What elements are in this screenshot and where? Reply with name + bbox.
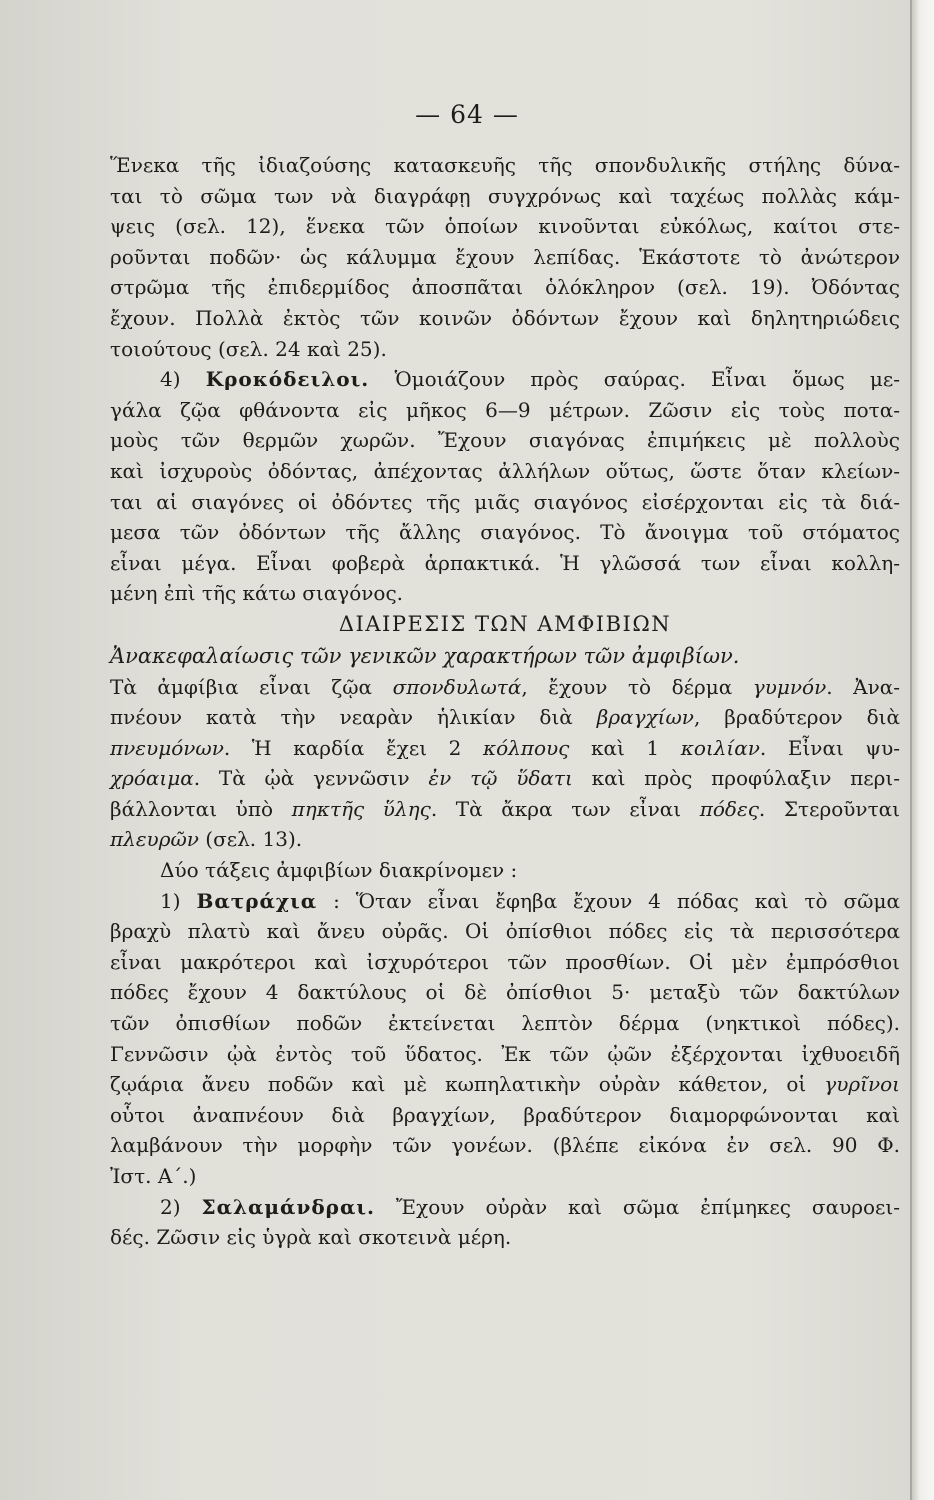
salamanders-term: Σαλαμάνδραι. [201, 1194, 375, 1219]
salamanders-first-line [110, 1192, 900, 1223]
italic-term: πνευμόνων [110, 735, 224, 760]
italic-term: γυρῖνοι [824, 1072, 900, 1097]
text-line: ται τὸ σῶμα των νὰ διαγράφῃ συγχρόνως καὶ ταχέως πολλὰς κάμ- [110, 183, 900, 208]
text-line: εἶναι μέγα. Εἶναι φοβερὰ ἁρπακτικά. Ἡ γλῶσσά των εἶναι κολλη- [110, 550, 900, 575]
text-line: ψεις (σελ. 12), ἕνεκα τῶν ὁποίων κινοῦνται εὐκόλως, καίτοι στε- [110, 214, 900, 239]
text-line: βραχὺ πλατὺ καὶ ἄνευ οὐρᾶς. Οἱ ὀπίσθιοι πόδες εἰς τὰ περισσότερα [110, 919, 900, 944]
text-line: ται αἱ σιαγόνες οἱ ὀδόντες τῆς μιᾶς σιαγόνος εἰσέρχονται εἰς τὰ διά- [110, 489, 900, 514]
text-run: Ὁμοιάζουν πρὸς σαύρας. Εἶναι ὅμως με- [394, 367, 901, 392]
text-line: τῶν ὀπισθίων ποδῶν ἐκτείνεται λεπτὸν δέρμα (νηκτικοὶ πόδες). [110, 1011, 900, 1036]
text-line: εἶναι μακρότεροι καὶ ἰσχυρότεροι τῶν προσθίων. Οἱ μὲν ἐμπρόσθιοι [110, 949, 900, 974]
crocodiles-term: Κροκόδειλοι. [205, 367, 370, 392]
section-heading: ΔΙΑΙΡΕΣΙΣ ΤΩΝ ΑΜΦΙΒΙΩΝ [338, 611, 672, 636]
text-run: . Τὰ ᾠὰ γεννῶσιν [193, 766, 429, 791]
text-line [110, 702, 900, 733]
text-line: ἔχουν. Πολλὰ ἐκτὸς τῶν κοινῶν ὀδόντων ἔχουν καὶ δηλητηριώδεις [110, 305, 900, 330]
text-line: λαμβάνουν τὴν μορφὴν τῶν γονέων. (βλέπε εἰκόνα ἐν σελ. 90 Φ. [110, 1133, 900, 1158]
text-line [110, 1069, 900, 1100]
text-run: πνέουν κατὰ τὴν νεαρὰν ἡλικίαν διὰ [110, 705, 597, 730]
text-run: , ἔχουν τὸ δέρμα [521, 674, 753, 699]
text-run: βάλλονται ὑπὸ [110, 796, 292, 821]
text-line: Ἰστ. Α΄.) [110, 1164, 197, 1188]
text-run: Ἔχουν οὐρὰν καὶ σῶμα ἐπίμηκες σαυροει- [375, 1194, 901, 1219]
text-line: οὗτοι ἀναπνέουν διὰ βραγχίων, βραδύτερον διαμορφώνονται καὶ [110, 1102, 900, 1127]
text-line: στρῶμα τῆς ἐπιδερμίδος ἀποσπᾶται ὁλόκληρον (σελ. 19). Ὀδόντας [110, 275, 900, 300]
italic-term: σπονδυλωτά [392, 674, 522, 699]
text-line [110, 794, 900, 825]
frogs-first-line [110, 886, 900, 917]
text-line: γάλα ζῷα φθάνοντα εἰς μῆκος 6—9 μέτρων. Ζῶσιν εἰς τοὺς ποτα- [110, 397, 900, 422]
text-run: . Ἀνα- [826, 674, 900, 699]
text-run: , βραδύτερον διὰ [693, 705, 900, 730]
text-line: ροῦνται ποδῶν· ὡς κάλυμμα ἔχουν λεπίδας. Ἑκάστοτε τὸ ἀνώτερον [110, 244, 900, 269]
italic-term: ἐν τῷ ὕδατι [428, 766, 573, 791]
text-line: πόδες ἔχουν 4 δακτύλους οἱ δὲ ὀπίσθιοι 5· μεταξὺ τῶν δακτύλων [110, 980, 900, 1005]
italic-term: πόδες [699, 796, 759, 821]
crocodiles-first-line [110, 364, 900, 395]
italic-term: γυμνόν [752, 674, 827, 699]
text-line [110, 672, 900, 703]
body-text [110, 150, 900, 1253]
italic-term: κοιλίαν [680, 735, 760, 760]
text-line: μοὺς τῶν θερμῶν χωρῶν. Ἔχουν σιαγόνας ἐπιμήκεις μὲ πολλοὺς [110, 428, 900, 453]
frogs-term: Βατράχια [196, 888, 318, 913]
text-run: . Στεροῦνται [758, 796, 900, 821]
text-run: καὶ πρὸς προφύλαξιν περι- [572, 766, 900, 791]
text-run: . Τὰ ἄκρα των εἶναι [430, 796, 700, 821]
text-line: Ἕνεκα τῆς ἰδιαζούσης κατασκευῆς τῆς σπονδυλικῆς στήλης δύνα- [110, 153, 900, 177]
text-line: καὶ ἰσχυροὺς ὀδόντας, ἀπέχοντας ἀλλήλων οὕτως, ὥστε ὅταν κλείων- [110, 458, 900, 483]
text-line [110, 733, 900, 764]
text-run: . Εἶναι ψυ- [759, 735, 900, 760]
page-number: — 64 — [415, 100, 519, 129]
text-line: μεσα τῶν ὀδόντων τῆς ἄλλης σιαγόνος. Τὸ ἄνοιγμα τοῦ στόματος [110, 520, 900, 545]
orders-intro: Δύο τάξεις ἀμφιβίων διακρίνομεν : [160, 858, 518, 883]
text-run: ζῳάρια ἄνευ ποδῶν καὶ μὲ κωπηλατικὴν οὐρὰν κάθετον, οἱ [110, 1072, 825, 1097]
text-line: τοιούτους (σελ. 24 καὶ 25). [110, 336, 387, 361]
item-number: 4) [160, 367, 181, 392]
summary-heading: Ἀνακεφαλαίωσις τῶν γενικῶν χαρακτήρων τῶν ἀμφιβίων. [110, 643, 740, 668]
italic-term: πλευρῶν [110, 827, 199, 852]
italic-term: βραγχίων [596, 705, 694, 730]
text-run: καὶ 1 [569, 735, 681, 760]
text-run: (σελ. 13). [198, 827, 303, 852]
text-line [110, 763, 900, 794]
text-line: Γεννῶσιν ᾠὰ ἐντὸς τοῦ ὕδατος. Ἐκ τῶν ᾠῶν ἐξέρχονται ἰχθυοειδῆ [110, 1041, 900, 1066]
text-run: . Ἡ καρδία ἔχει 2 [223, 735, 483, 760]
text-run: Τὰ ἀμφίβια εἶναι ζῷα [110, 674, 393, 699]
italic-term: πηκτῆς ὕλης [291, 796, 431, 821]
item-number: 1) [160, 888, 181, 913]
italic-term: κόλπους [482, 735, 570, 760]
italic-term: χρόαιμα [110, 766, 194, 791]
text-run: : Ὅταν εἶναι ἔφηβα ἔχουν 4 πόδας καὶ τὸ σῶμα [317, 888, 900, 913]
text-line: δές. Ζῶσιν εἰς ὑγρὰ καὶ σκοτεινὰ μέρη. [110, 1225, 512, 1250]
text-line: μένη ἐπὶ τῆς κάτω σιαγόνος. [110, 581, 404, 606]
page-edge [910, 0, 934, 1500]
text-line [110, 824, 900, 855]
item-number: 2) [160, 1194, 181, 1219]
